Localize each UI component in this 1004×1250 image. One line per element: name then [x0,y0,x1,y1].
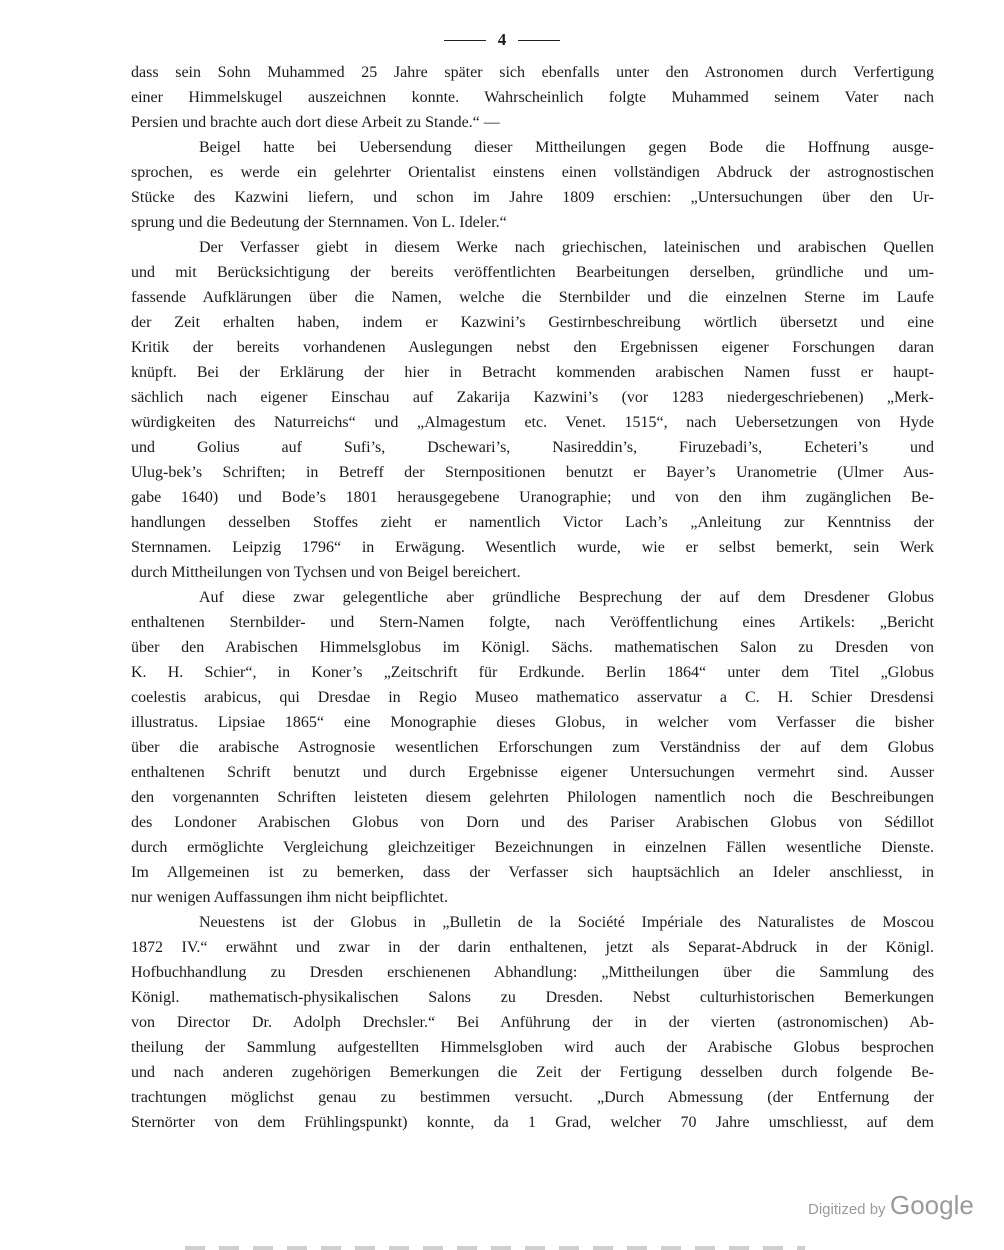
text-line: handlungen desselben Stoffes zieht er namentlich Victor Lach’s „Anleitung zur Kenntniss der [131,514,934,531]
text-line: Hofbuchhandlung zu Dresden erschienenen Abhandlung: „Mittheilungen über die Sammlung des [131,964,934,981]
text-line: Der Verfasser giebt in diesem Werke nach griechischen, lateinischen und arabischen Quellen [199,239,934,256]
text-line: würdigkeiten des Naturreichs“ und „Almagestum etc. Venet. 1515“, nach Uebersetzungen von Hyde [131,414,934,431]
text-line: Kritik der bereits vorhandenen Auslegungen nebst den Ergebnissen eigener Forschungen daran [131,339,934,356]
text-line: Königl. mathematisch-physikalischen Salons zu Dresden. Nebst culturhistorischen Bemerkungen [131,989,934,1006]
text-line: nur wenigen Auffassungen ihm nicht beipflichtet. [131,889,448,906]
header-rule-right [518,40,560,41]
text-line: sächlich nach eigener Einschau auf Zakarija Kazwini’s (vor 1283 niedergeschriebenen) „Merk- [131,389,934,406]
text-line: enthaltenen Schrift benutzt und durch Ergebnisse eigener Untersuchungen vermehrt sind. Ausser [131,764,934,781]
text-line: Im Allgemeinen ist zu bemerken, dass der Verfasser sich hauptsächlich an Ideler anschliesst, in [131,864,934,881]
paragraph-2 [131,135,934,235]
paragraph-3 [131,235,934,585]
text-line: enthaltenen Sternbilder- und Stern-Namen folgte, nach Veröffentlichung eines Artikels: „Bericht [131,614,934,631]
paragraph-1 [131,60,934,135]
text-line: Stücke des Kazwini liefern, und schon im Jahre 1809 erschien: „Untersuchungen über den Ur- [131,189,934,206]
text-line: Sternnamen. Leipzig 1796“ in Erwägung. Wesentlich wurde, wie er selbst bemerkt, sein Werk [131,539,934,556]
paragraph-4 [131,585,934,910]
text-line: gabe 1640) und Bode’s 1801 herausgegebene Uranographie; und von den ihm zugänglichen Be- [131,489,934,506]
text-line: Sternörter von dem Frühlingspunkt) konnte, da 1 Grad, welcher 70 Jahre umschliesst, auf dem [131,1114,934,1131]
text-line: einer Himmelskugel auszeichnen konnte. Wahrscheinlich folgte Muhammed seinem Vater nach [131,89,934,106]
text-line: Ulug-bek’s Schriften; in Betreff der Sternpositionen benutzt er Bayer’s Uranometrie (Ulmer Aus- [131,464,934,481]
text-line: des Londoner Arabischen Globus von Dorn und des Pariser Arabischen Globus von Sédillot [131,814,934,831]
text-line: trachtungen möglichst genau zu bestimmen versucht. „Durch Abmessung (der Entfernung der [131,1089,934,1106]
text-line: Persien und brachte auch dort diese Arbeit zu Stande.“ — [131,114,500,131]
text-line: und nach anderen zugehörigen Bemerkungen die Zeit der Fertigung desselben durch folgende Be- [131,1064,934,1081]
text-line: knüpft. Bei der Erklärung der hier in Betracht kommenden arabischen Namen fusst er haupt- [131,364,934,381]
text-line: 1872 IV.“ erwähnt und zwar in der darin enthaltenen, jetzt als Separat-Abdruck in der Königl. [131,939,934,956]
body-text [131,60,934,1135]
page-header [0,30,1004,50]
watermark-prefix: Digitized by [808,1201,886,1218]
text-line: von Director Dr. Adolph Drechsler.“ Bei Anführung der in der vierten (astronomischen) Ab- [131,1014,934,1031]
text-line: und Golius auf Sufi’s, Dschewari’s, Nasireddin’s, Firuzebadi’s, Echeteri’s und [131,439,934,456]
text-line: Auf diese zwar gelegentliche aber gründliche Besprechung der auf dem Dresdener Globus [199,589,934,606]
text-line: durch ermöglichte Vergleichung gleichzeitiger Bezeichnungen in einzelnen Fällen wesentliche Dienste. [131,839,934,856]
paragraph-5 [131,910,934,1135]
next-page-bleed-through [185,1246,805,1250]
text-line: den vorgenannten Schriften leisteten diesem gelehrten Philologen namentlich noch die Beschreibungen [131,789,934,806]
text-line: coelestis arabicus, qui Dresdae in Regio Museo mathematico asservatur a C. H. Schier Dresdensi [131,689,934,706]
text-line: theilung der Sammlung aufgestellten Himmelsgloben wird auch der Arabische Globus besprochen [131,1039,934,1056]
text-line: sprung und die Bedeutung der Sternnamen. Von L. Ideler.“ [131,214,507,231]
text-line: über den Arabischen Himmelsglobus im Königl. Sächs. mathematischen Salon zu Dresden von [131,639,934,656]
text-line: der Zeit erhalten haben, indem er Kazwini’s Gestirnbeschreibung wörtlich übersetzt und eine [131,314,934,331]
text-line: Neuestens ist der Globus in „Bulletin de la Société Impériale des Naturalistes de Moscou [199,914,934,931]
text-line: dass sein Sohn Muhammed 25 Jahre später sich ebenfalls unter den Astronomen durch Verfertigung [131,64,934,81]
text-line: und mit Berücksichtigung der bereits veröffentlichten Bearbeitungen derselben, gründliche und um- [131,264,934,281]
google-logo: Google [890,1190,974,1220]
page-number: 4 [497,30,507,49]
digitized-by-watermark [808,1190,974,1221]
text-line: durch Mittheilungen von Tychsen und von Beigel bereichert. [131,564,521,581]
text-line: sprochen, es werde ein gelehrter Orientalist einstens einen vollständigen Abdruck der astrognostischen [131,164,934,181]
text-line: illustratus. Lipsiae 1865“ eine Monographie dieses Globus, in welcher vom Verfasser die bisher [131,714,934,731]
header-rule-left [444,40,486,41]
text-line: fassende Aufklärungen über die Namen, welche die Sternbilder und die einzelnen Sterne im Laufe [131,289,934,306]
text-line: Beigel hatte bei Uebersendung dieser Mittheilungen gegen Bode die Hoffnung ausge- [199,139,934,156]
text-line: K. H. Schier“, in Koner’s „Zeitschrift für Erdkunde. Berlin 1864“ unter dem Titel „Globus [131,664,934,681]
text-line: über die arabische Astrognosie wesentlichen Erforschungen zum Verständniss der auf dem Globus [131,739,934,756]
